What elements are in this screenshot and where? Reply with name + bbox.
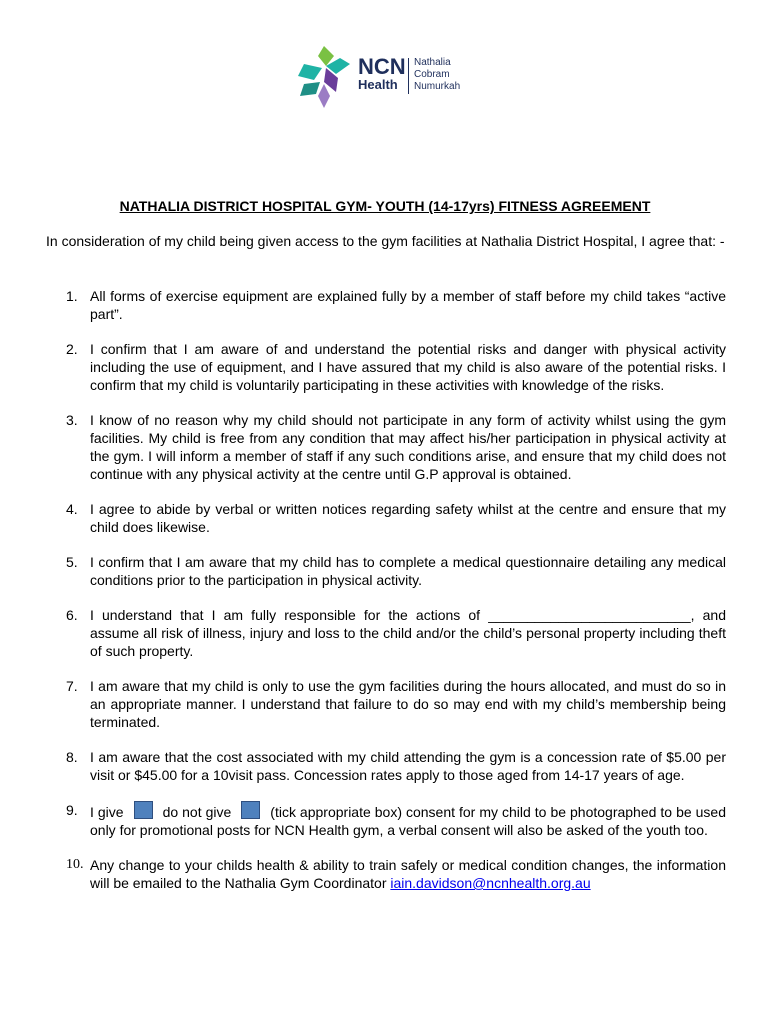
clause-text-a: I understand that I am fully responsible for the actions of [90, 607, 481, 623]
clause-number: 1. [66, 288, 78, 304]
clause-text: I am aware that my child is only to use the gym facilities during the hours allocated, and must do so in an appropriate manner. I understand that failure to do so may end with my child’s membership being terminated. [90, 678, 726, 730]
clause-text: I am aware that the cost associated with my child attending the gym is a concession rate of $5.00 per visit or $45.00 for a 10visit pass. Concession rates apply to those aged from 14-17 years of age. [90, 749, 726, 783]
clause-text-b: , and assume all risk of illness, injury and loss to the child and/or the child’s personal property including theft of such property. [90, 607, 726, 659]
clause-item [46, 677, 726, 731]
clause-number: 8. [66, 749, 78, 765]
clause-text: I know of no reason why my child should not participate in any form of activity whilst using the gym facilities. My child is free from any condition that may affect his/her participation in physical activity at the gym. I will inform a member of staff if any such conditions arise, and ensure that my child does not continue with any physical activity at the centre until G.P approval is obtained. [90, 412, 726, 482]
clause-number: 9. [66, 802, 78, 818]
clause-text: (tick appropriate box) consent for my child to be photographed to be used only for promotional posts for NCN Health gym, a verbal consent will also be asked of the youth too. [90, 804, 727, 838]
not-give-checkbox[interactable] [241, 801, 260, 819]
logo-health-text: Health [358, 77, 398, 92]
responsible-party-blank[interactable]: __________________________ [488, 607, 691, 623]
clause-text: I agree to abide by verbal or written notices regarding safety whilst at the centre and ensure that my child does likewise. [90, 501, 726, 535]
clause-list [46, 287, 726, 909]
clause-item [46, 801, 726, 839]
clause-text: All forms of exercise equipment are explained fully by a member of staff before my child takes “active part”. [90, 288, 726, 322]
clause-number: 10. [66, 857, 84, 872]
clause-item [46, 748, 726, 784]
logo-ncn-text: NCN [358, 54, 406, 79]
clause-number: 7. [66, 678, 78, 694]
clause-number: 4. [66, 501, 78, 517]
clause-item [46, 340, 726, 394]
clause-item [46, 287, 726, 323]
clause-item [46, 553, 726, 589]
clause-text: I confirm that I am aware that my child has to complete a medical questionnaire detailing any medical conditions prior to the participation in physical activity. [90, 554, 726, 588]
ncn-star-icon [296, 44, 356, 114]
clause-item [46, 500, 726, 536]
ncn-health-logo [296, 44, 496, 114]
coordinator-email-link[interactable]: iain.davidson@ncnhealth.org.au [390, 875, 591, 891]
clause-text: I confirm that I am aware of and understand the potential risks and danger with physical activity including the use of equipment, and I have assured that my child is also aware of the potential risks. I confirm that my child is voluntarily participating in these activities with knowledge of the risks. [90, 341, 726, 393]
logo-town-nathalia: Nathalia [414, 57, 451, 68]
clause-number: 2. [66, 341, 78, 357]
clause-number: 3. [66, 412, 78, 428]
logo-town-cobram: Cobram [414, 69, 450, 80]
logo-divider [408, 58, 409, 94]
clause-text: Any change to your childs health & ability to train safely or medical condition changes, the information will be emailed to the Nathalia Gym Coordinator [90, 857, 726, 891]
clause-item [46, 411, 726, 483]
document-title: NATHALIA DISTRICT HOSPITAL GYM- YOUTH (14-17yrs) FITNESS AGREEMENT [119, 198, 651, 214]
clause-item [46, 606, 726, 660]
give-label: I give [90, 804, 124, 820]
intro-paragraph: In consideration of my child being given access to the gym facilities at Nathalia District Hospital, I agree that: - [46, 233, 725, 249]
give-checkbox[interactable] [134, 801, 153, 819]
clause-number: 6. [66, 607, 78, 623]
logo-town-numurkah: Numurkah [414, 81, 461, 92]
clause-item [46, 856, 726, 892]
not-give-label: do not give [162, 804, 232, 820]
clause-number: 5. [66, 554, 78, 570]
logo-towns [414, 57, 460, 93]
